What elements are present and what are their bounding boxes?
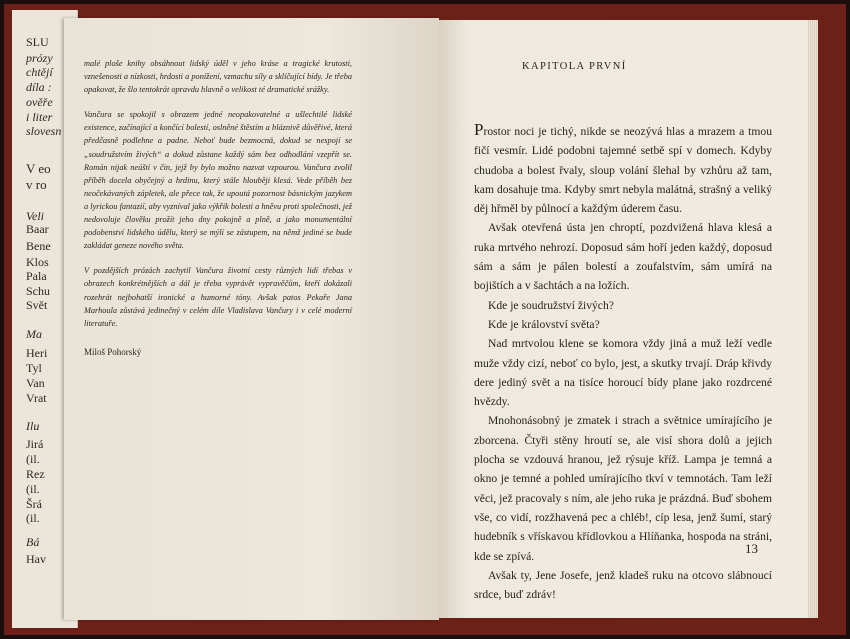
jacket-fragment: prózy	[26, 51, 53, 65]
left-page-text	[84, 57, 352, 359]
drop-initial: P	[474, 120, 484, 139]
jacket-fragment: Bá	[26, 535, 40, 549]
jacket-fragment: Baar	[26, 222, 49, 236]
jacket-fragment: Pala	[26, 269, 47, 283]
jacket-fragment: V eo	[26, 161, 51, 176]
jacket-fragment: SLU	[26, 35, 49, 49]
jacket-fragment: Vrat	[26, 391, 47, 405]
jacket-fragment: ověře	[26, 95, 53, 109]
jacket-fragment: díla :	[26, 80, 52, 94]
jacket-fragment: i liter	[26, 110, 53, 124]
jacket-fragment: Veli	[26, 209, 44, 223]
jacket-fragment: (il.	[26, 452, 40, 466]
jacket-fragment: chtějí	[26, 65, 53, 79]
first-paragraph	[474, 121, 772, 218]
jacket-fragment: Klos	[26, 255, 49, 269]
jacket-fragment: v ro	[26, 177, 47, 192]
jacket-fragment: Van	[26, 376, 45, 390]
page-number: 13	[745, 541, 758, 556]
jacket-fragment: Tyl	[26, 361, 42, 375]
page-edges	[808, 20, 818, 618]
paragraph: Kde je království světa?	[488, 317, 600, 331]
jacket-fragment: Rez	[26, 467, 45, 481]
left-paragraph: V pozdějších prózách zachytil Vančura životní cesty různých lidí třebas v obrazech konkrétnějších a dál je třeba vyprávět vypravěčům, kteří dokázali rozehrát nejbohatší ironické a humorné tóny. Avšak patos Pekaře Jana Marhoula zůstává jedinečný v celém díle Vladislava Vančury i v celé moderní literatuře.	[84, 266, 352, 328]
jacket-fragment: Jirá	[26, 437, 44, 451]
jacket-fragment: Ma	[26, 327, 42, 341]
jacket-fragment: Bene	[26, 239, 51, 253]
author-signature: Miloš Pohorský	[84, 346, 142, 357]
jacket-fragment: (il.	[26, 511, 40, 525]
paragraph: Nad mrtvolou klene se komora vždy jiná a muž leží vedle muže vždy cizí, neboť co bylo, jest, a skutky trvají. Dráp křivdy dere jediný svět a na tisíce horoucí bídy plane jako rozdrcené hvězdy.	[474, 337, 772, 409]
jacket-fragment: slovesn	[26, 124, 62, 138]
paragraph: Mnohonásobný je zmatek i strach a světnice umírajícího je zborcena. Čtyři stěny hroutí se, ale visí shora dolů a jejich plocha se vzdouvá hranou, jež rýsuje kříž. Lampa je temná a okno je temné a pohled umírajícího tkví v temnotách. Tam leží věci, jež pracovaly s ním, ale jeho ruka je prázdná. Buď sbohem vše, co vidí, rozžhavená pec a chléb!, cíp lesa, jenž šumí, starý hudebník s vřískavou křídlovkou a Hlíňanka, hospoda na stráni, kde se zpívá.	[474, 414, 772, 563]
jacket-fragment: Heri	[26, 346, 48, 360]
paragraph: Avšak otevřená ústa jen chroptí, pozdvižená hlava klesá a ruka mrtvého nehrozí. Doposud sám hoří jeden každý, doposud sám a sám je pálen bolestí a zoufalstvím, sám umírá na bojištích a v šachtách a na ložích.	[474, 221, 772, 293]
left-paragraph: Vančura se spokojil s obrazem jedné neopakovatelné a ušlechtilé lidské existence, začínající a končící bolestí, oslněné štěstím a bláznivě důvěřivé, která předčasně podlehne a padne. Neboť bude bezmocná, dokud se nespojí se „soudružstvím živých“ a dokud zůstane každý sám bez odhodlání vzepřít se. Román nijak neúští v čin, jejž by bylo možno nazvat vzpourou. Vančura zvolil příběh docela obyčejný a hrdinu, který stále hlouběji klesá. Vede příběh bez neočekávaných zápletek, ale přece tak, že upoutá pozornost básnickým jazykem a lyrickou fantazií, aby vyzníval jako výkřik bolesti a hněvu proti společnosti, jež nedovoluje člověku prožít jeho dny pokojně a plně, a jako monumentální podobenství lidského údělu, který se mýlí se zástupem, na němž jediné se bude zakládat geneze nového světa.	[84, 110, 352, 251]
jacket-fragment: Šrá	[26, 497, 42, 511]
paragraph: Kde je soudružství živých?	[488, 298, 614, 312]
jacket-fragment: (il.	[26, 482, 40, 496]
paragraph: Avšak ty, Jene Josefe, jenž kladeš ruku na otcovo slábnoucí srdce, buď zdráv!	[474, 568, 772, 602]
jacket-fragment: Ilu	[26, 419, 40, 433]
jacket-fragment: Schu	[26, 284, 50, 298]
right-page-text	[474, 121, 772, 604]
chapter-title: KAPITOLA PRVNÍ	[522, 61, 627, 72]
first-paragraph-text: rostor noci je tichý, nikde se neozývá hlas a mrazem a tmou fičí vesmír. Lidé podobni tajemné setbě spí v domech. Kdyby chudoba a bolest řvaly, sloup volání šlehal by vzhůru až tam, kam dosahuje tma. Kdyby smrt nebyla malátná, strašný a veliký děj hřměl by půlnocí a každým úderem času.	[474, 125, 772, 216]
jacket-fragment: Svět	[26, 298, 48, 312]
left-paragraph: malé ploše knihy obsáhnout lidský úděl v jeho kráse a tragické krutosti, vznešenosti a nízkosti, hrdosti a ponížení, vzmachu síly a sklíčující bídy. Je třeba opakovat, že šlo tentokrát opravdu hlavně o velikost té dramatické srážky.	[84, 59, 352, 95]
jacket-fragment: Hav	[26, 552, 46, 566]
